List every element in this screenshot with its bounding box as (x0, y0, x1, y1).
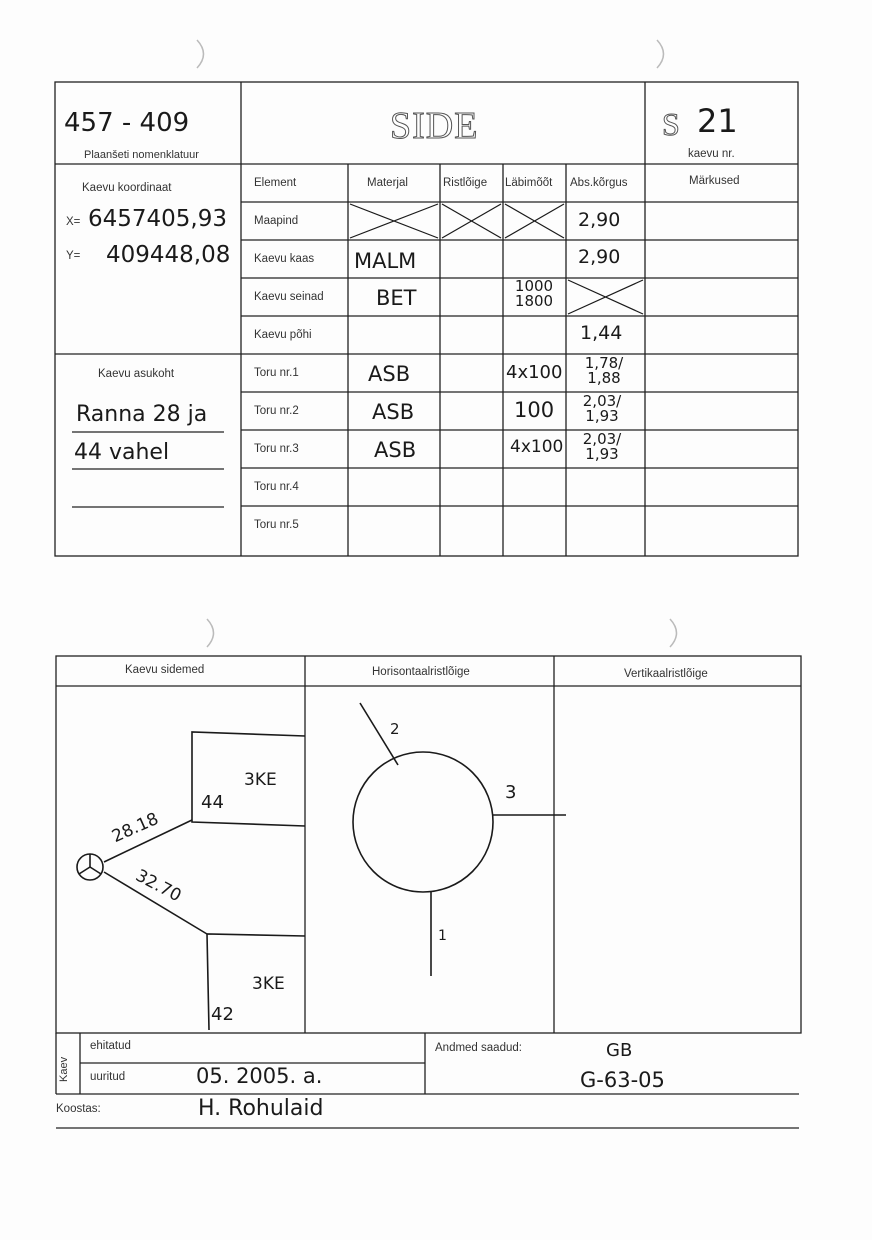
well-no-label: kaevu nr. (688, 148, 735, 160)
house-number: 42 (211, 1004, 234, 1025)
distance-label: 28.18 (109, 808, 162, 848)
material-value: ASB (374, 438, 417, 462)
nomenclature-value: 457 - 409 (64, 108, 190, 138)
uuritud-label: uuritud (90, 1071, 126, 1083)
row-label: Toru nr.1 (254, 367, 299, 379)
koostas-label: Koostas: (56, 1103, 101, 1115)
col-ristloige: Ristlõige (443, 177, 488, 189)
abs-value-pair: 2,03/ 1,93 (582, 430, 622, 463)
row-label: Kaevu seinad (254, 291, 324, 303)
x-prefix: X= (66, 216, 81, 228)
abs-value: 2,90 (578, 246, 621, 268)
diameter-value: 100 (514, 398, 555, 422)
col-element: Element (254, 177, 297, 189)
material-value: BET (376, 286, 417, 310)
material-value: ASB (372, 400, 415, 424)
header-vertikaal: Vertikaalristlõige (624, 668, 708, 680)
coords-label: Kaevu koordinaat (82, 182, 172, 194)
koostas-value: H. Rohulaid (198, 1096, 324, 1121)
house-number: 44 (201, 792, 224, 813)
col-abs-korgus: Abs.kõrgus (570, 177, 628, 189)
row-label: Toru nr.2 (254, 405, 299, 417)
material-value: ASB (368, 362, 411, 386)
ehitatud-label: ehitatud (90, 1040, 131, 1052)
location-label: Kaevu asukoht (98, 368, 175, 380)
col-markused: Märkused (689, 175, 740, 187)
andmed-value: GB (606, 1040, 633, 1061)
y-prefix: Y= (66, 250, 81, 262)
abs-value-pair: 2,03/ 1,93 (582, 392, 622, 425)
diameter-value: 4x100 (506, 362, 563, 383)
pipe-label: 3 (505, 782, 517, 803)
abs-value: 1,44 (580, 322, 623, 344)
location-line1: Ranna 28 ja (76, 402, 208, 427)
header-sidemed: Kaevu sidemed (125, 664, 205, 676)
house-type: 3KE (244, 770, 277, 790)
col-labimoot: Läbimõõt (505, 177, 553, 189)
uuritud-value: 05. 2005. a. (196, 1064, 323, 1088)
row-label: Toru nr.5 (254, 519, 299, 531)
abs-value: 2,90 (578, 209, 621, 231)
row-label: Kaevu põhi (254, 329, 312, 341)
distance-label: 32.70 (132, 865, 185, 907)
col-materjal: Materjal (367, 177, 408, 189)
y-coordinate: 409448,08 (106, 242, 231, 268)
well-no-prefix: S (662, 106, 680, 142)
header-horisontaal: Horisontaalristlõige (372, 666, 470, 678)
pipe-label: 2 (390, 720, 400, 738)
row-label: Toru nr.3 (254, 443, 299, 455)
nomenclature-label: Plaanšeti nomenklatuur (84, 149, 199, 161)
diameter-value-pair: 1000 1800 (514, 277, 554, 310)
row-label: Toru nr.4 (254, 481, 299, 493)
abs-value-pair: 1,78/ 1,88 (584, 354, 624, 387)
andmed-value: G-63-05 (580, 1068, 665, 1092)
diameter-value: 4x100 (510, 437, 564, 457)
x-coordinate: 6457405,93 (88, 206, 228, 232)
well-no-value: 21 (697, 102, 738, 140)
row-label: Maapind (254, 215, 299, 227)
andmed-label: Andmed saadud: (435, 1042, 522, 1054)
pipe-label: 1 (438, 928, 447, 944)
row-label: Kaevu kaas (254, 253, 315, 265)
material-value: MALM (354, 249, 417, 273)
location-line2: 44 vahel (74, 440, 170, 465)
kaev-side-label: Kaev (58, 1056, 70, 1082)
house-type: 3KE (252, 974, 285, 994)
form-title: SIDE (390, 105, 479, 147)
